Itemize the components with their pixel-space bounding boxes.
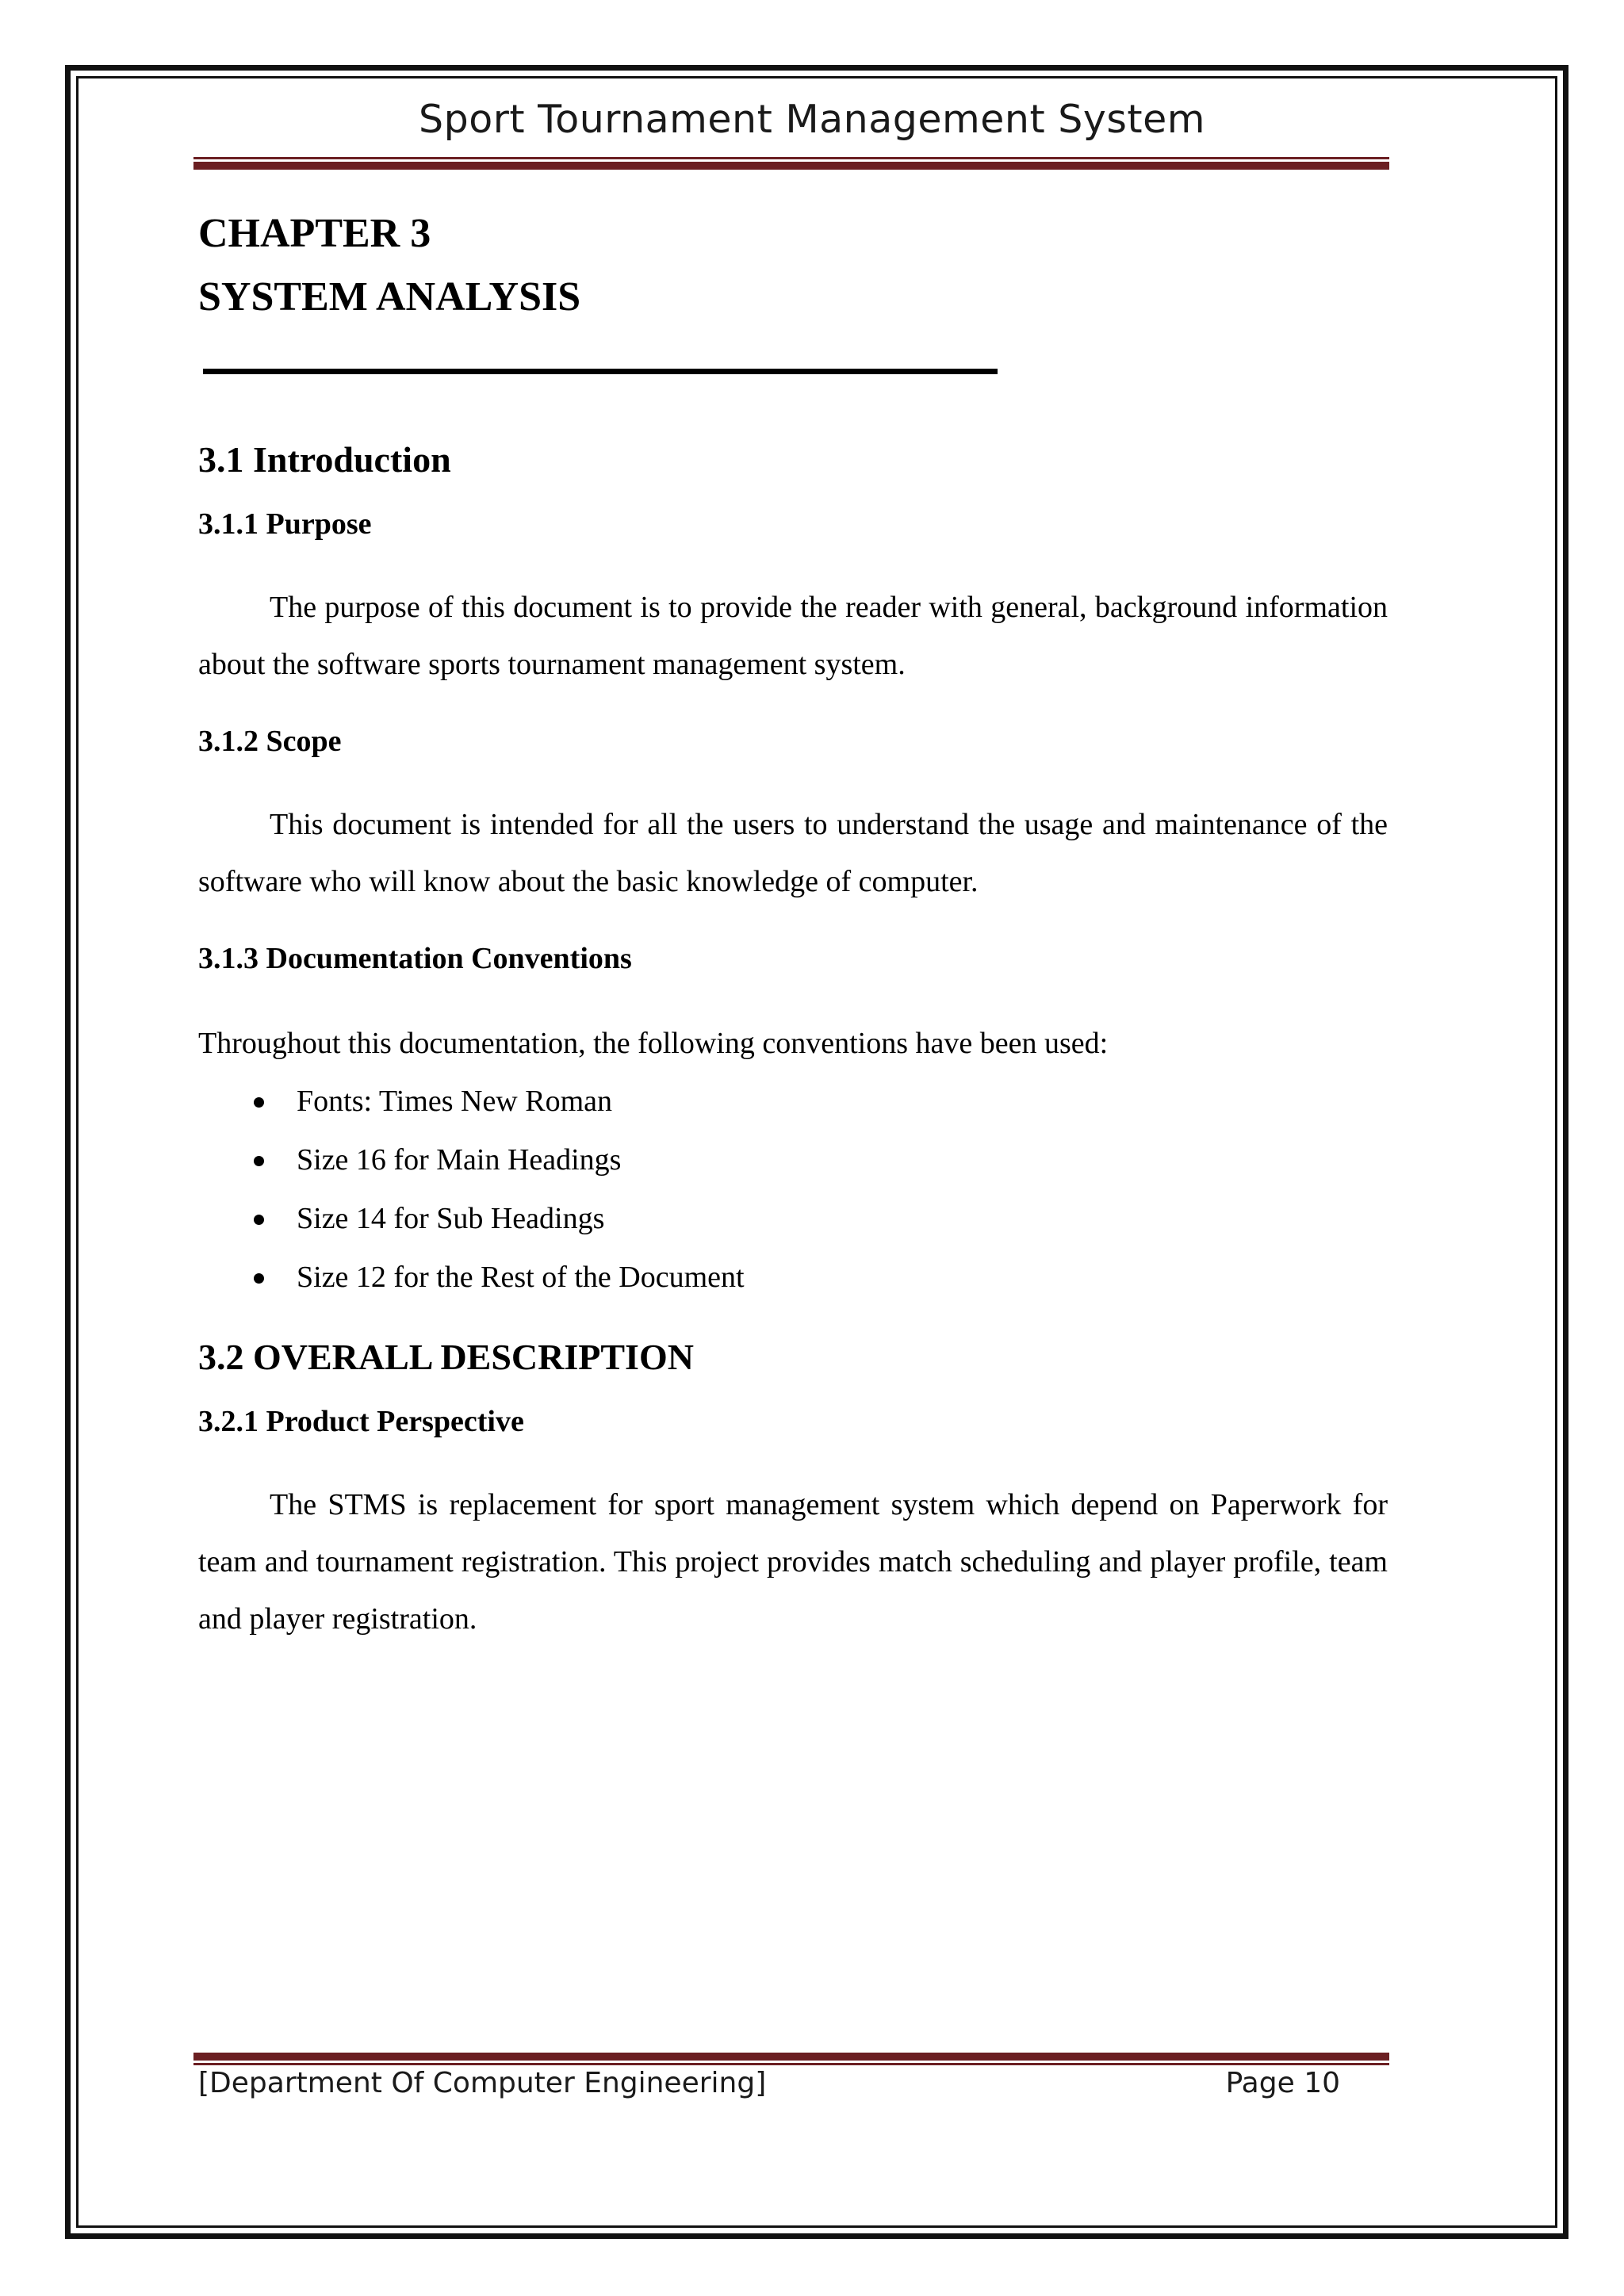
footer-department: [Department Of Computer Engineering] (198, 2067, 767, 2099)
subsection-heading-purpose: 3.1.1 Purpose (198, 507, 372, 541)
paragraph-product-perspective: The STMS is replacement for sport management system which depend on Paperwork for team and tournament registration. This project provides match scheduling and player profile, team and player registration. (198, 1488, 1388, 1636)
paragraph-conventions-intro: Throughout this documentation, the following conventions have been used: (198, 1027, 1109, 1060)
section-heading-overall-description: 3.2 OVERALL DESCRIPTION (198, 1337, 694, 1377)
footer-rule (193, 2053, 1389, 2065)
chapter-underline (203, 369, 998, 374)
footer-page-number: Page 10 (1225, 2067, 1340, 2099)
list-item (198, 1072, 1388, 1131)
bullet-icon (254, 1156, 264, 1166)
subsection-heading-conventions: 3.1.3 Documentation Conventions (198, 942, 632, 975)
list-item (198, 1131, 1388, 1189)
conventions-list (198, 1072, 1388, 1307)
running-header-title: Sport Tournament Management System (419, 97, 1205, 142)
subsection-heading-scope: 3.1.2 Scope (198, 725, 342, 758)
list-item-text: Size 14 for Sub Headings (297, 1202, 605, 1235)
list-item-text: Size 12 for the Rest of the Document (297, 1261, 745, 1294)
list-item (198, 1189, 1388, 1248)
list-item (198, 1248, 1388, 1307)
page-content (198, 202, 1388, 1647)
section-heading-introduction: 3.1 Introduction (198, 439, 451, 480)
bullet-icon (254, 1215, 264, 1225)
bullet-icon (254, 1097, 264, 1108)
list-item-text: Size 16 for Main Headings (297, 1143, 622, 1177)
paragraph-purpose: The purpose of this document is to provide the reader with general, background information about the software sports tournament management system. (198, 591, 1388, 681)
paragraph-scope: This document is intended for all the users to understand the usage and maintenance of the software who will know about the basic knowledge of computer. (198, 808, 1388, 898)
chapter-title: SYSTEM ANALYSIS (198, 274, 581, 320)
header-rule (193, 157, 1389, 170)
subsection-heading-product-perspective: 3.2.1 Product Perspective (198, 1405, 524, 1438)
list-item-text: Fonts: Times New Roman (297, 1085, 613, 1118)
chapter-number: CHAPTER 3 (198, 211, 431, 256)
bullet-icon (254, 1273, 264, 1284)
